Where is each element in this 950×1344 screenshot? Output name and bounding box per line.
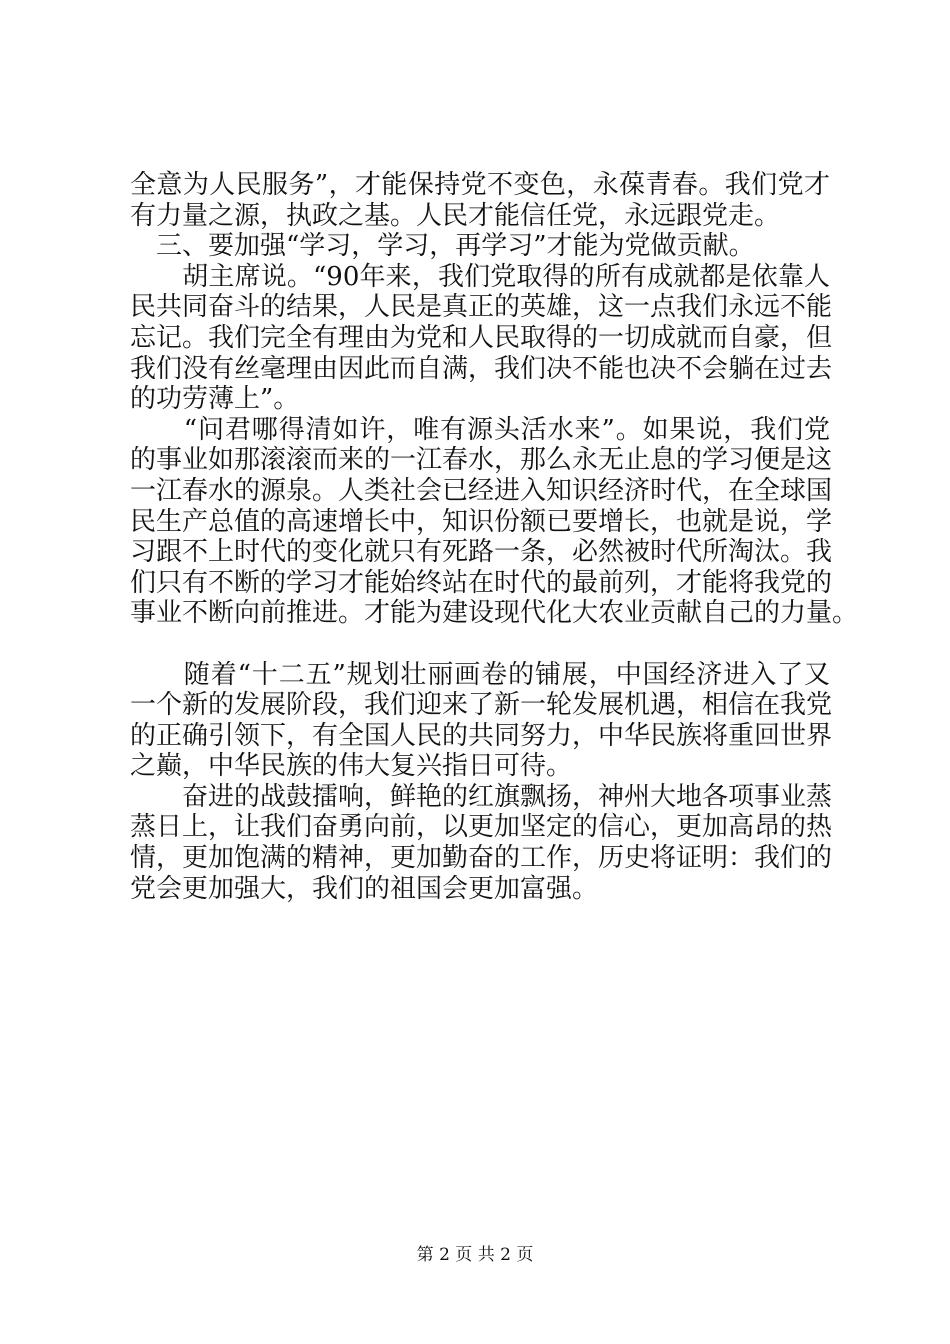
section-heading: 三、要加强“学习，学习，再学习”才能为党做贡献。 (130, 231, 755, 262)
text-line: 们只有不断的学习才能始终站在时代的最前列，才能将我党的 (130, 567, 833, 598)
text-line: 的功劳薄上”。 (130, 384, 300, 415)
text-line: 有力量之源，执政之基。人民才能信任党，永远跟党走。 (130, 200, 781, 231)
text-line: 胡主席说。“90年来，我们党取得的所有成就都是依靠人 (130, 261, 830, 292)
text-line: 的正确引领下，有全国人民的共同努力，中华民族将重回世界 (130, 720, 833, 751)
text-line: 事业不断向前推进。才能为建设现代化大农业贡献自己的力量。 (130, 598, 859, 629)
text-line: 情，更加饱满的精神，更加勤奋的工作，历史将证明：我们的 (130, 843, 833, 874)
paragraph-gap (130, 629, 830, 660)
text-line: 我们没有丝毫理由因此而自满，我们决不能也决不会躺在过去 (130, 353, 833, 384)
text-line: 奋进的战鼓擂响，鲜艳的红旗飘扬，神州大地各项事业蒸 (130, 781, 833, 812)
text-line: 全意为人民服务”，才能保持党不变色，永葆青春。我们党才 (130, 170, 830, 200)
text-line: 随着“十二五”规划壮丽画卷的铺展，中国经济进入了又 (130, 659, 830, 690)
document-body (130, 170, 859, 904)
text-line: 一江春水的源泉。人类社会已经进入知识经济时代，在全球国 (130, 475, 833, 506)
page-footer (0, 1244, 950, 1266)
page-number-label: 第 2 页 共 2 页 (416, 1245, 534, 1265)
text-line: 党会更加强大，我们的祖国会更加富强。 (130, 873, 599, 904)
text-line: 的事业如那滚滚而来的一江春水，那么永无止息的学习便是这 (130, 445, 833, 476)
text-line: 之巅，中华民族的伟大复兴指日可待。 (130, 751, 573, 782)
text-line: 一个新的发展阶段，我们迎来了新一轮发展机遇，相信在我党 (130, 690, 833, 721)
text-line: 忘记。我们完全有理由为党和人民取得的一切成就而自豪，但 (130, 322, 833, 353)
text-line: “问君哪得清如许，唯有源头活水来”。如果说，我们党 (130, 414, 830, 445)
text-line: 蒸日上，让我们奋勇向前，以更加坚定的信心，更加高昂的热 (130, 812, 833, 843)
text-line: 民生产总值的高速增长中，知识份额已要增长，也就是说，学 (130, 506, 833, 537)
text-line: 习跟不上时代的变化就只有死路一条，必然被时代所淘汰。我 (130, 537, 833, 568)
text-line: 民共同奋斗的结果，人民是真正的英雄，这一点我们永远不能 (130, 292, 833, 323)
